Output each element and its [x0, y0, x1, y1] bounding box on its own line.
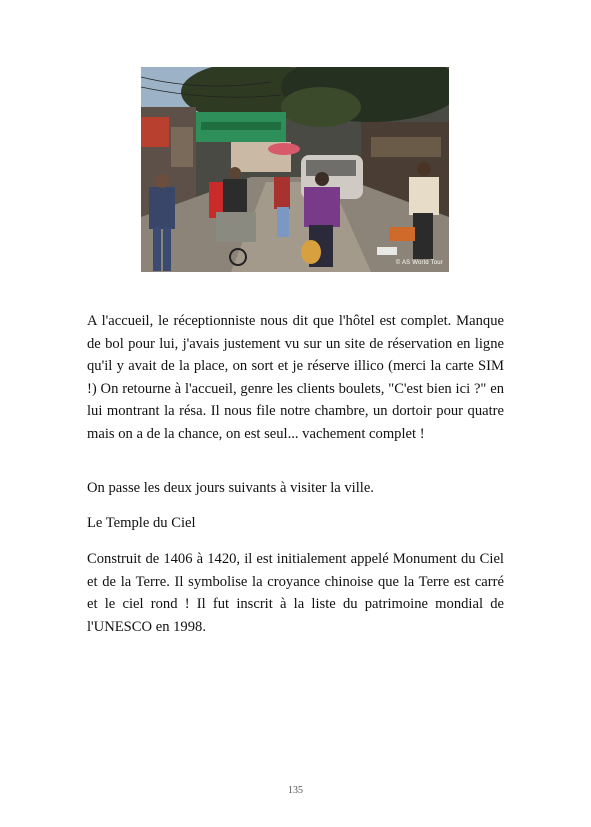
page-number: 135 — [288, 785, 303, 796]
photo-credit: © AS World Tour — [395, 260, 443, 266]
section-heading-temple: Le Temple du Ciel — [87, 515, 196, 531]
street-scene-image — [141, 67, 449, 272]
paragraph-visite: On passe les deux jours suivants à visiter la ville. — [87, 480, 374, 496]
paragraph-temple: Construit de 1406 à 1420, il est initialement appelé Monument du Ciel et de la Terre. Il symbolise la croyance chinoise que la Terre est carré et le ciel rond ! Il fut inscrit à la liste du patrimoine mondial de l'UNESCO en 1998. — [87, 551, 504, 635]
street-photo — [141, 67, 449, 272]
paragraph-accueil: A l'accueil, le réceptionniste nous dit que l'hôtel est complet. Manque de bol pour lui, j'avais justement vu sur un site de réservation en ligne qu'il y avait de la place, on sort et je réserve illico (merci la carte SIM !) On retourne à l'accueil, genre les clients boulets, "C'est bien ici ?" en lui montrant la résa. Il nous file notre chambre, un dortoir pour quatre mais on a de la chance, on est seul... vachement complet ! — [87, 313, 504, 442]
